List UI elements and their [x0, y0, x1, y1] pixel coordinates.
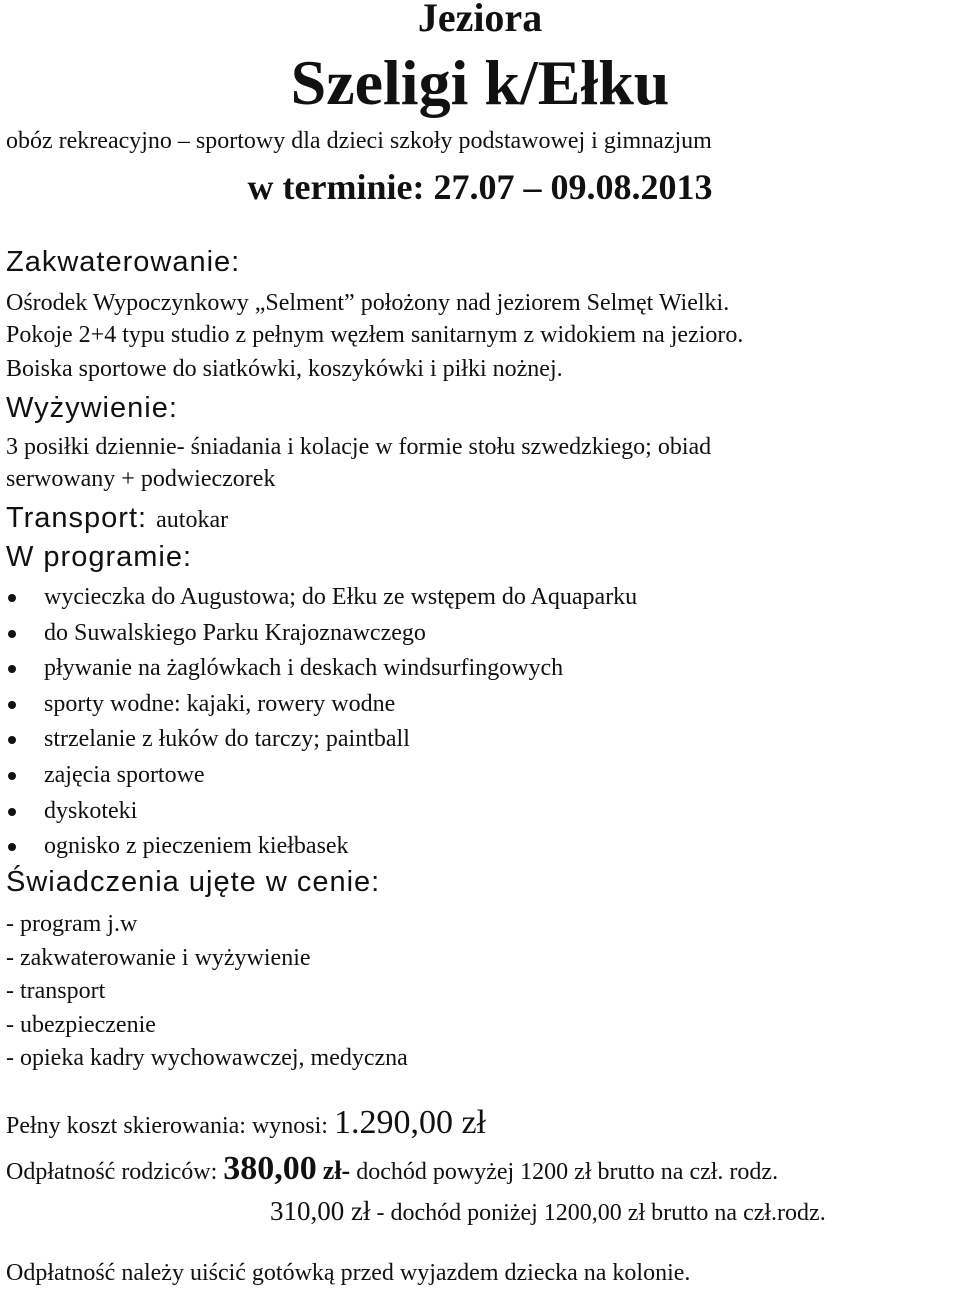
program-item: wycieczka do Augustowa; do Ełku ze wstępem do Aquaparku: [44, 584, 638, 610]
list-item: [6, 829, 637, 865]
parent-fee-high-condition: dochód powyżej 1200 zł brutto na czł. rodz.: [356, 1159, 779, 1185]
program-item: strzelanie z łuków do tarczy; paintball: [44, 726, 410, 753]
included-list: [6, 908, 408, 1076]
list-item: - opieka kadry wychowawczej, medyczna: [6, 1045, 408, 1071]
list-item: - zakwaterowanie i wyżywienie: [6, 944, 311, 971]
payment-note: Odpłatność należy uiścić gotówką przed wyjazdem dziecka na kolonie.: [6, 1260, 691, 1286]
program-item: pływanie na żaglówkach i deskach windsurfingowych: [44, 655, 564, 682]
bullet-icon: [8, 630, 16, 638]
list-item: [6, 794, 637, 830]
list-item: [6, 616, 637, 652]
list-item: [6, 651, 637, 687]
accommodation-line: Pokoje 2+4 typu studio z pełnym węzłem sanitarnym z widokiem na jezioro.: [6, 322, 744, 348]
list-item: [6, 722, 637, 758]
subtitle: obóz rekreacyjno – sportowy dla dzieci szkoły podstawowej i gimnazjum: [6, 128, 712, 154]
program-item: sporty wodne: kajaki, rowery wodne: [44, 690, 396, 717]
bullet-icon: [8, 808, 16, 816]
included-heading: Świadczenia ujęte w cenie:: [6, 866, 381, 898]
parent-fee-row: [6, 1150, 778, 1188]
program-item: do Suwalskiego Parku Krajoznawczego: [44, 619, 426, 646]
kicker-heading: Jeziora: [417, 0, 543, 40]
parent-fee-high-currency: zł-: [322, 1156, 351, 1185]
transport-label: Transport:: [6, 502, 148, 534]
list-item: - transport: [6, 978, 106, 1004]
list-item: - ubezpieczenie: [6, 1011, 156, 1038]
program-item: zajęcia sportowe: [44, 761, 205, 788]
accommodation-line: Boiska sportowe do siatkówki, koszykówki i piłki nożnej.: [6, 356, 563, 382]
list-item: [6, 580, 637, 616]
full-cost-value: 1.290,00 zł: [333, 1104, 487, 1141]
program-item: ognisko z pieczeniem kiełbasek: [44, 833, 349, 860]
board-line: serwowany + podwieczorek: [6, 466, 276, 492]
list-item: [6, 758, 637, 794]
page-title: Szeligi k/Ełku: [290, 47, 670, 118]
list-item: [6, 687, 637, 723]
parent-fee-label: Odpłatność rodziców:: [6, 1159, 218, 1185]
parent-fee-low-condition: - dochód poniżej 1200,00 zł brutto na czł.rodz.: [376, 1200, 826, 1226]
parent-fee-low-row: [270, 1196, 826, 1227]
parent-fee-high-amount: 380,00: [223, 1150, 317, 1187]
bullet-icon: [8, 665, 16, 673]
full-cost-row: [6, 1104, 486, 1142]
program-heading: W programie:: [6, 541, 193, 573]
bullet-icon: [8, 594, 16, 602]
bullet-icon: [8, 772, 16, 780]
transport-row: [6, 502, 228, 535]
accommodation-heading: Zakwaterowanie:: [6, 246, 241, 278]
full-cost-label: Pełny koszt skierowania: wynosi:: [6, 1113, 328, 1139]
parent-fee-low-amount: 310,00 zł: [270, 1196, 371, 1226]
accommodation-line: Ośrodek Wypoczynkowy „Selment” położony nad jeziorem Selmęt Wielki.: [6, 290, 730, 316]
bullet-icon: [8, 736, 16, 744]
board-heading: Wyżywienie:: [6, 392, 178, 424]
program-item: dyskoteki: [44, 797, 138, 824]
transport-value: autokar: [156, 507, 229, 533]
list-item: - program j.w: [6, 911, 138, 937]
camp-dates: w terminie: 27.07 – 09.08.2013: [247, 167, 713, 207]
bullet-icon: [8, 843, 16, 851]
program-list: [6, 580, 637, 865]
bullet-icon: [8, 701, 16, 709]
board-line: 3 posiłki dziennie- śniadania i kolacje w formie stołu szwedzkiego; obiad: [6, 434, 712, 460]
